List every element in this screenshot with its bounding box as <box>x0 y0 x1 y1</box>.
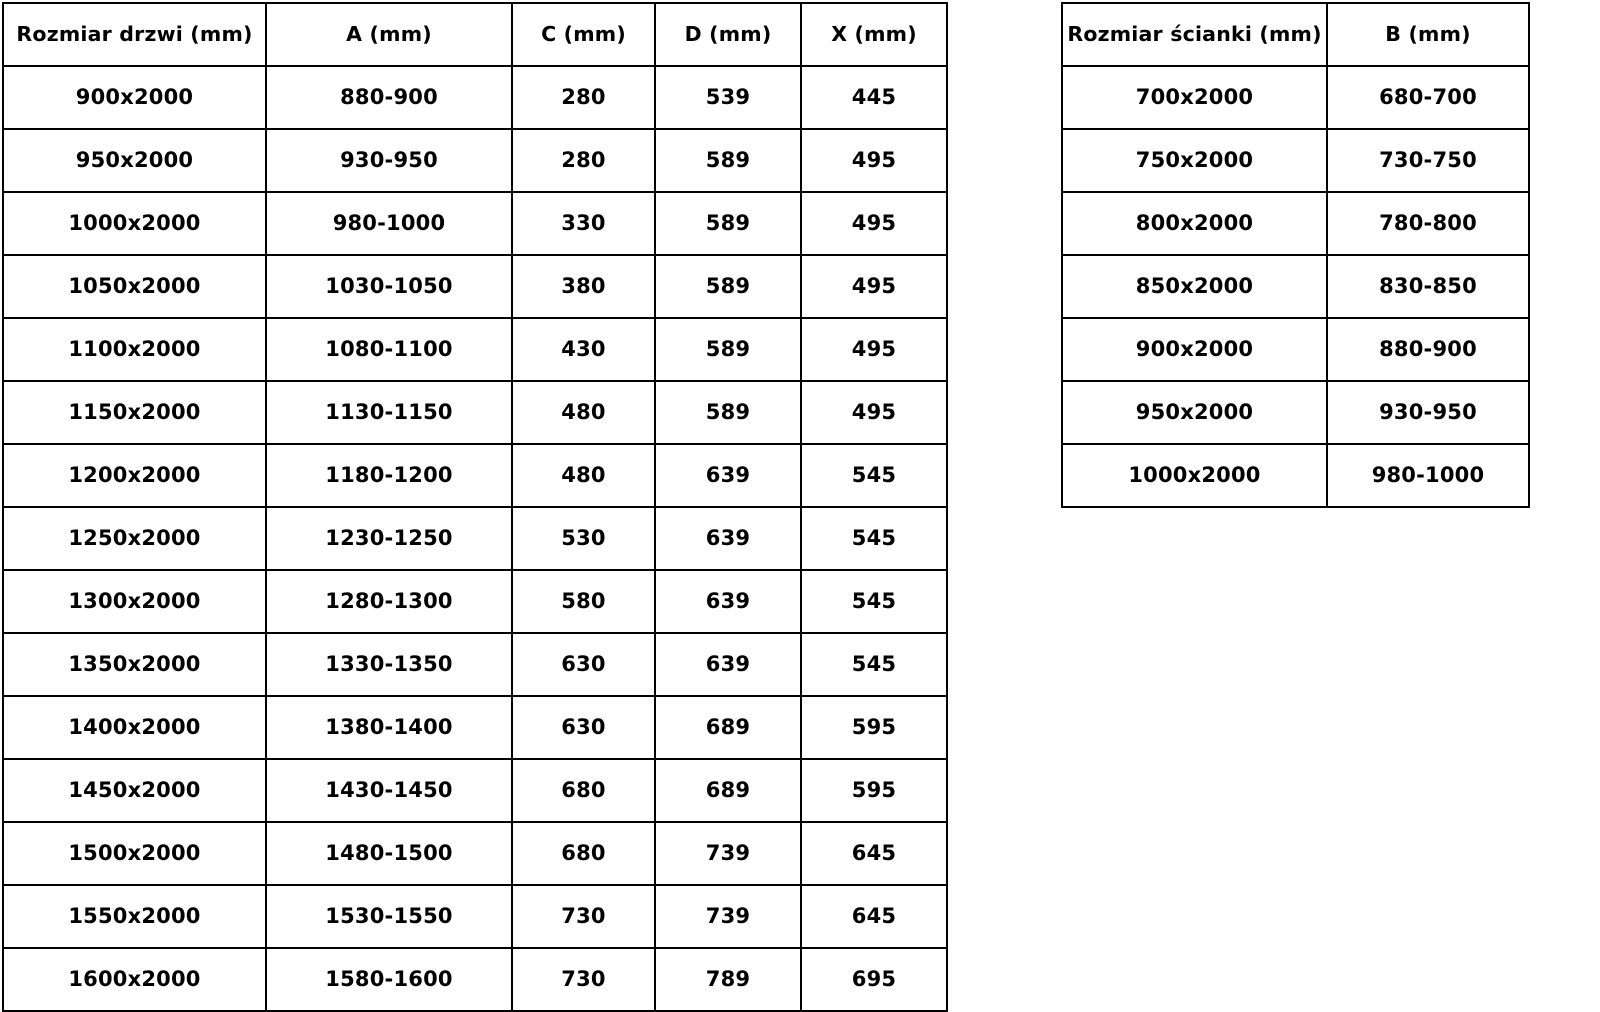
cell-c: 730 <box>512 885 655 948</box>
cell-c: 730 <box>512 948 655 1011</box>
cell-x: 695 <box>801 948 947 1011</box>
column-header-c: C (mm) <box>512 3 655 66</box>
cell-a: 1180-1200 <box>266 444 512 507</box>
table-row <box>1062 318 1529 381</box>
cell-c: 580 <box>512 570 655 633</box>
cell-c: 530 <box>512 507 655 570</box>
table-row <box>1062 192 1529 255</box>
column-header-door-size: Rozmiar drzwi (mm) <box>3 3 266 66</box>
cell-a: 1230-1250 <box>266 507 512 570</box>
cell-wall-size: 700x2000 <box>1062 66 1327 129</box>
cell-wall-size: 750x2000 <box>1062 129 1327 192</box>
cell-d: 539 <box>655 66 801 129</box>
cell-b: 680-700 <box>1327 66 1529 129</box>
table-row <box>3 66 947 129</box>
cell-wall-size: 1000x2000 <box>1062 444 1327 507</box>
cell-door-size: 1400x2000 <box>3 696 266 759</box>
cell-x: 445 <box>801 66 947 129</box>
cell-d: 739 <box>655 885 801 948</box>
table-row <box>1062 381 1529 444</box>
cell-x: 645 <box>801 822 947 885</box>
cell-door-size: 1500x2000 <box>3 822 266 885</box>
cell-a: 1080-1100 <box>266 318 512 381</box>
table-header-row <box>1062 3 1529 66</box>
cell-c: 380 <box>512 255 655 318</box>
cell-door-size: 950x2000 <box>3 129 266 192</box>
table-row <box>3 822 947 885</box>
cell-d: 589 <box>655 318 801 381</box>
cell-c: 280 <box>512 66 655 129</box>
cell-d: 589 <box>655 381 801 444</box>
cell-door-size: 1250x2000 <box>3 507 266 570</box>
cell-door-size: 1350x2000 <box>3 633 266 696</box>
cell-b: 780-800 <box>1327 192 1529 255</box>
cell-b: 880-900 <box>1327 318 1529 381</box>
cell-wall-size: 950x2000 <box>1062 381 1327 444</box>
column-header-b: B (mm) <box>1327 3 1529 66</box>
cell-d: 589 <box>655 129 801 192</box>
table-row <box>3 507 947 570</box>
cell-a: 1280-1300 <box>266 570 512 633</box>
cell-a: 1480-1500 <box>266 822 512 885</box>
cell-x: 495 <box>801 255 947 318</box>
cell-door-size: 1300x2000 <box>3 570 266 633</box>
cell-c: 630 <box>512 696 655 759</box>
cell-b: 830-850 <box>1327 255 1529 318</box>
table-row <box>3 948 947 1011</box>
cell-d: 789 <box>655 948 801 1011</box>
cell-c: 480 <box>512 444 655 507</box>
cell-door-size: 1450x2000 <box>3 759 266 822</box>
cell-c: 680 <box>512 822 655 885</box>
cell-d: 639 <box>655 633 801 696</box>
cell-x: 495 <box>801 318 947 381</box>
cell-x: 545 <box>801 507 947 570</box>
cell-a: 1580-1600 <box>266 948 512 1011</box>
cell-x: 645 <box>801 885 947 948</box>
cell-x: 495 <box>801 192 947 255</box>
wall-dimensions-table <box>1061 2 1530 508</box>
cell-b: 980-1000 <box>1327 444 1529 507</box>
cell-d: 589 <box>655 192 801 255</box>
cell-c: 630 <box>512 633 655 696</box>
table-row <box>3 381 947 444</box>
cell-door-size: 900x2000 <box>3 66 266 129</box>
cell-c: 680 <box>512 759 655 822</box>
table-row <box>3 255 947 318</box>
table-row <box>3 444 947 507</box>
table-header-row <box>3 3 947 66</box>
cell-a: 880-900 <box>266 66 512 129</box>
cell-a: 1430-1450 <box>266 759 512 822</box>
table-row <box>3 318 947 381</box>
cell-a: 1380-1400 <box>266 696 512 759</box>
cell-x: 495 <box>801 381 947 444</box>
cell-door-size: 1550x2000 <box>3 885 266 948</box>
cell-wall-size: 800x2000 <box>1062 192 1327 255</box>
cell-door-size: 1050x2000 <box>3 255 266 318</box>
column-header-a: A (mm) <box>266 3 512 66</box>
cell-x: 595 <box>801 759 947 822</box>
cell-x: 595 <box>801 696 947 759</box>
cell-door-size: 1200x2000 <box>3 444 266 507</box>
cell-c: 480 <box>512 381 655 444</box>
door-dimensions-table <box>2 2 948 1012</box>
cell-door-size: 1600x2000 <box>3 948 266 1011</box>
cell-c: 280 <box>512 129 655 192</box>
table-row <box>3 570 947 633</box>
cell-d: 689 <box>655 759 801 822</box>
cell-d: 639 <box>655 507 801 570</box>
cell-d: 639 <box>655 444 801 507</box>
cell-a: 1330-1350 <box>266 633 512 696</box>
column-header-x: X (mm) <box>801 3 947 66</box>
table-row <box>3 129 947 192</box>
column-header-d: D (mm) <box>655 3 801 66</box>
cell-d: 739 <box>655 822 801 885</box>
table-row <box>1062 255 1529 318</box>
table-row <box>3 759 947 822</box>
table-row <box>3 633 947 696</box>
cell-door-size: 1100x2000 <box>3 318 266 381</box>
cell-x: 495 <box>801 129 947 192</box>
cell-door-size: 1000x2000 <box>3 192 266 255</box>
cell-b: 930-950 <box>1327 381 1529 444</box>
column-header-wall-size: Rozmiar ścianki (mm) <box>1062 3 1327 66</box>
cell-x: 545 <box>801 570 947 633</box>
cell-a: 1130-1150 <box>266 381 512 444</box>
table-row <box>3 885 947 948</box>
table-row <box>1062 444 1529 507</box>
cell-d: 689 <box>655 696 801 759</box>
table-row <box>1062 129 1529 192</box>
cell-wall-size: 900x2000 <box>1062 318 1327 381</box>
cell-c: 430 <box>512 318 655 381</box>
cell-c: 330 <box>512 192 655 255</box>
cell-a: 930-950 <box>266 129 512 192</box>
cell-d: 589 <box>655 255 801 318</box>
table-row <box>3 696 947 759</box>
cell-wall-size: 850x2000 <box>1062 255 1327 318</box>
cell-x: 545 <box>801 444 947 507</box>
table-row <box>3 192 947 255</box>
table-row <box>1062 66 1529 129</box>
cell-a: 980-1000 <box>266 192 512 255</box>
cell-d: 639 <box>655 570 801 633</box>
cell-x: 545 <box>801 633 947 696</box>
cell-a: 1030-1050 <box>266 255 512 318</box>
cell-a: 1530-1550 <box>266 885 512 948</box>
cell-b: 730-750 <box>1327 129 1529 192</box>
cell-door-size: 1150x2000 <box>3 381 266 444</box>
